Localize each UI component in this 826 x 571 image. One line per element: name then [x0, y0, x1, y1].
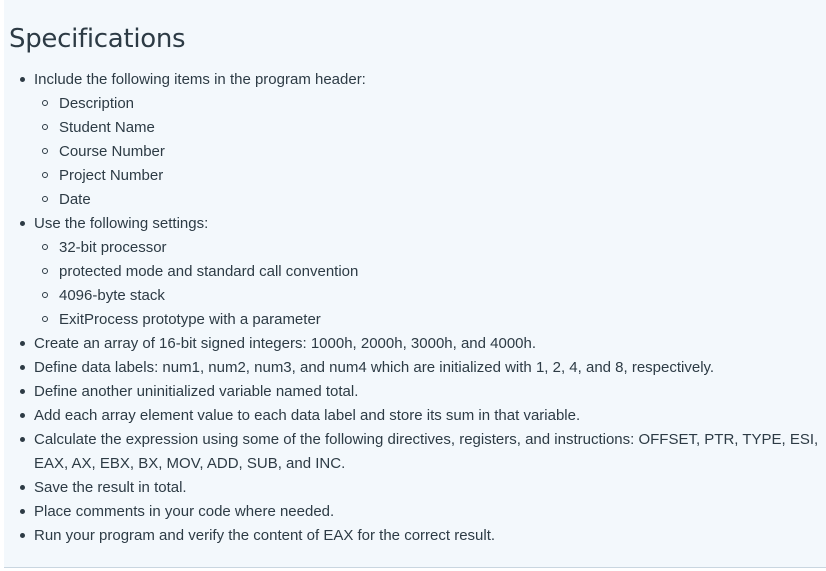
specifications-panel	[4, 0, 826, 568]
sub-list	[34, 92, 820, 212]
list-item: Define another uninitialized variable named total.	[34, 380, 820, 404]
specifications-list	[34, 68, 820, 548]
list-item: Calculate the expression using some of the following directives, registers, and instructions: OFFSET, PTR, TYPE, ESI, EAX, AX, EBX, BX, MOV, ADD, SUB, and INC.	[34, 428, 820, 476]
list-item	[34, 212, 820, 332]
sub-list	[34, 236, 820, 332]
sub-list-item: ExitProcess prototype with a parameter	[59, 308, 820, 332]
sub-list-item: Student Name	[59, 116, 820, 140]
list-item: Create an array of 16-bit signed integers: 1000h, 2000h, 3000h, and 4000h.	[34, 332, 820, 356]
sub-list-item: Description	[59, 92, 820, 116]
list-item: Run your program and verify the content of EAX for the correct result.	[34, 524, 820, 548]
list-item-text: Include the following items in the program header:	[34, 71, 366, 88]
sub-list-item: Course Number	[59, 140, 820, 164]
list-item-text: Use the following settings:	[34, 215, 209, 232]
page-title: Specifications	[9, 24, 186, 54]
list-item: Place comments in your code where needed.	[34, 500, 820, 524]
sub-list-item: 4096-byte stack	[59, 284, 820, 308]
list-item	[34, 68, 820, 212]
sub-list-item: 32-bit processor	[59, 236, 820, 260]
sub-list-item: protected mode and standard call convention	[59, 260, 820, 284]
sub-list-item: Project Number	[59, 164, 820, 188]
list-item: Add each array element value to each data label and store its sum in that variable.	[34, 404, 820, 428]
list-item: Define data labels: num1, num2, num3, and num4 which are initialized with 1, 2, 4, and 8, respectively.	[34, 356, 820, 380]
sub-list-item: Date	[59, 188, 820, 212]
list-item: Save the result in total.	[34, 476, 820, 500]
